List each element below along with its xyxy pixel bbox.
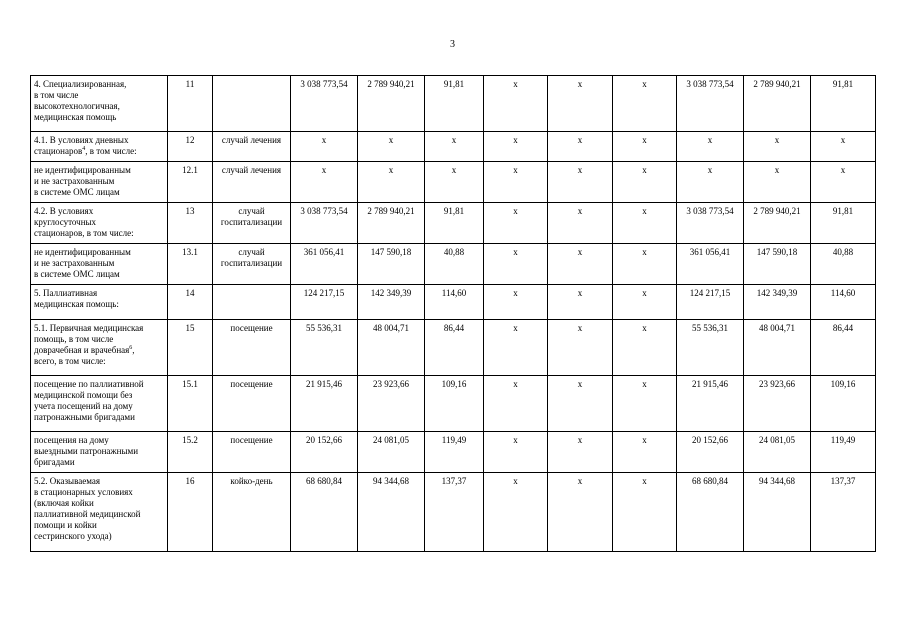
row-number-cell: 12 (168, 132, 213, 162)
row-value-cell: x (425, 162, 484, 203)
row-name-cell (31, 203, 168, 244)
row-value-cell: x (613, 203, 677, 244)
row-value-cell: 86,44 (811, 320, 876, 376)
row-name-text: 5.1. Первичная медицинская помощь, в том числе доврачебная и врачебная (34, 323, 144, 355)
row-name-text: 4.1. В условиях дневных стационаров (34, 135, 129, 156)
row-value-cell: x (548, 432, 613, 473)
row-value-cell: x (548, 320, 613, 376)
row-value-cell: x (425, 132, 484, 162)
row-name-text: 4.2. В условиях круглосуточных стационаров, в том числе: (34, 206, 134, 238)
row-value-cell: 2 789 940,21 (358, 76, 425, 132)
row-unit-cell (213, 285, 291, 320)
table-row (31, 376, 876, 432)
row-unit-cell (213, 76, 291, 132)
row-value-cell: 91,81 (425, 203, 484, 244)
footnote-marker: 6 (129, 345, 133, 351)
row-value-cell: 2 789 940,21 (358, 203, 425, 244)
row-value-cell: 119,49 (425, 432, 484, 473)
row-unit-cell: случай лечения (213, 132, 291, 162)
row-name-text: не идентифицированным и не застрахованным в системе ОМС лицам (34, 165, 131, 197)
row-value-cell: x (548, 203, 613, 244)
row-value-cell: 20 152,66 (291, 432, 358, 473)
row-value-cell: 2 789 940,21 (744, 203, 811, 244)
row-value-cell: 361 056,41 (677, 244, 744, 285)
row-value-cell: x (484, 162, 548, 203)
row-value-cell: x (484, 76, 548, 132)
row-value-cell: 3 038 773,54 (677, 76, 744, 132)
row-name-cell (31, 162, 168, 203)
row-value-cell: 147 590,18 (744, 244, 811, 285)
row-value-cell: x (548, 285, 613, 320)
row-value-cell: 109,16 (811, 376, 876, 432)
row-value-cell: x (613, 162, 677, 203)
row-name-text: 5.2. Оказываемая в стационарных условиях (включая койки паллиативной медицинской помощи и койки сестринского ухода) (34, 476, 141, 541)
row-value-cell: 48 004,71 (744, 320, 811, 376)
row-value-cell: 20 152,66 (677, 432, 744, 473)
row-value-cell: x (484, 285, 548, 320)
row-value-cell: 21 915,46 (291, 376, 358, 432)
financing-table (30, 75, 876, 552)
row-value-cell: 114,60 (811, 285, 876, 320)
row-unit-cell: случай госпитализации (213, 203, 291, 244)
row-unit-cell: посещение (213, 376, 291, 432)
row-value-cell: 94 344,68 (358, 473, 425, 552)
row-value-cell: 68 680,84 (291, 473, 358, 552)
row-value-cell: 23 923,66 (358, 376, 425, 432)
row-value-cell: x (744, 132, 811, 162)
row-value-cell: 91,81 (811, 203, 876, 244)
row-value-cell: x (613, 432, 677, 473)
row-value-cell: 124 217,15 (291, 285, 358, 320)
row-value-cell: 91,81 (811, 76, 876, 132)
row-value-cell: 3 038 773,54 (677, 203, 744, 244)
row-value-cell: 137,37 (425, 473, 484, 552)
row-value-cell: 137,37 (811, 473, 876, 552)
row-name-continuation: , всего, в том числе: (34, 345, 135, 366)
row-value-cell: x (548, 473, 613, 552)
row-value-cell: x (677, 132, 744, 162)
row-value-cell: x (358, 132, 425, 162)
row-value-cell: 48 004,71 (358, 320, 425, 376)
row-name-cell (31, 320, 168, 376)
row-unit-cell: случай лечения (213, 162, 291, 203)
row-value-cell: 361 056,41 (291, 244, 358, 285)
row-number-cell: 16 (168, 473, 213, 552)
row-value-cell: 91,81 (425, 76, 484, 132)
row-name-text: не идентифицированным и не застрахованным в системе ОМС лицам (34, 247, 131, 279)
row-name-text: 5. Паллиативная медицинская помощь: (34, 288, 119, 309)
table-row (31, 432, 876, 473)
row-value-cell: x (613, 244, 677, 285)
row-name-cell (31, 432, 168, 473)
table-row (31, 285, 876, 320)
row-value-cell: 86,44 (425, 320, 484, 376)
row-value-cell: 21 915,46 (677, 376, 744, 432)
table-row (31, 76, 876, 132)
row-value-cell: 55 536,31 (677, 320, 744, 376)
row-name-cell (31, 285, 168, 320)
row-value-cell: 109,16 (425, 376, 484, 432)
row-value-cell: x (548, 162, 613, 203)
row-value-cell: 24 081,05 (358, 432, 425, 473)
row-name-cell (31, 376, 168, 432)
row-unit-cell: посещение (213, 320, 291, 376)
row-unit-cell: посещение (213, 432, 291, 473)
row-value-cell: x (484, 244, 548, 285)
table-row (31, 162, 876, 203)
row-value-cell: 142 349,39 (358, 285, 425, 320)
row-value-cell: x (613, 132, 677, 162)
row-name-continuation: , в том числе: (85, 146, 137, 156)
row-value-cell: 3 038 773,54 (291, 203, 358, 244)
row-value-cell: 40,88 (811, 244, 876, 285)
row-name-cell (31, 473, 168, 552)
row-value-cell: 94 344,68 (744, 473, 811, 552)
row-value-cell: 40,88 (425, 244, 484, 285)
row-value-cell: 3 038 773,54 (291, 76, 358, 132)
row-number-cell: 15 (168, 320, 213, 376)
row-number-cell: 12.1 (168, 162, 213, 203)
row-name-cell (31, 244, 168, 285)
row-value-cell: x (358, 162, 425, 203)
row-value-cell: 68 680,84 (677, 473, 744, 552)
row-value-cell: x (484, 320, 548, 376)
row-number-cell: 13.1 (168, 244, 213, 285)
row-value-cell: 124 217,15 (677, 285, 744, 320)
row-value-cell: x (548, 376, 613, 432)
table-row (31, 473, 876, 552)
row-value-cell: 147 590,18 (358, 244, 425, 285)
row-number-cell: 13 (168, 203, 213, 244)
row-value-cell: x (291, 132, 358, 162)
row-value-cell: x (613, 76, 677, 132)
row-value-cell: x (548, 244, 613, 285)
row-value-cell: x (613, 376, 677, 432)
row-value-cell: 24 081,05 (744, 432, 811, 473)
table-row (31, 203, 876, 244)
row-value-cell: 142 349,39 (744, 285, 811, 320)
row-value-cell: 23 923,66 (744, 376, 811, 432)
row-value-cell: 114,60 (425, 285, 484, 320)
row-number-cell: 14 (168, 285, 213, 320)
table-row (31, 320, 876, 376)
table-row (31, 244, 876, 285)
row-value-cell: 2 789 940,21 (744, 76, 811, 132)
row-number-cell: 15.1 (168, 376, 213, 432)
row-name-text: посещение по паллиативной медицинской помощи без учета посещений на дому патронажными бригадами (34, 379, 144, 422)
footnote-marker: 4 (82, 146, 86, 152)
row-unit-cell: случай госпитализации (213, 244, 291, 285)
row-value-cell: 119,49 (811, 432, 876, 473)
row-value-cell: x (484, 432, 548, 473)
row-value-cell: 55 536,31 (291, 320, 358, 376)
row-value-cell: x (677, 162, 744, 203)
row-name-cell (31, 132, 168, 162)
row-value-cell: x (613, 285, 677, 320)
row-value-cell: x (484, 376, 548, 432)
table-row (31, 132, 876, 162)
row-name-text: 4. Специализированная, в том числе высокотехнологичная, медицинская помощь (34, 79, 127, 122)
row-value-cell: x (291, 162, 358, 203)
row-value-cell: x (548, 132, 613, 162)
row-unit-cell: койко-день (213, 473, 291, 552)
row-number-cell: 15.2 (168, 432, 213, 473)
row-value-cell: x (744, 162, 811, 203)
table-body (31, 76, 876, 552)
row-value-cell: x (811, 132, 876, 162)
row-value-cell: x (548, 76, 613, 132)
row-name-text: посещения на дому выездными патронажными бригадами (34, 435, 139, 467)
page-number: 3 (450, 39, 455, 50)
row-value-cell: x (484, 203, 548, 244)
row-value-cell: x (811, 162, 876, 203)
row-value-cell: x (484, 132, 548, 162)
row-number-cell: 11 (168, 76, 213, 132)
row-name-cell (31, 76, 168, 132)
row-value-cell: x (613, 473, 677, 552)
row-value-cell: x (484, 473, 548, 552)
row-value-cell: x (613, 320, 677, 376)
